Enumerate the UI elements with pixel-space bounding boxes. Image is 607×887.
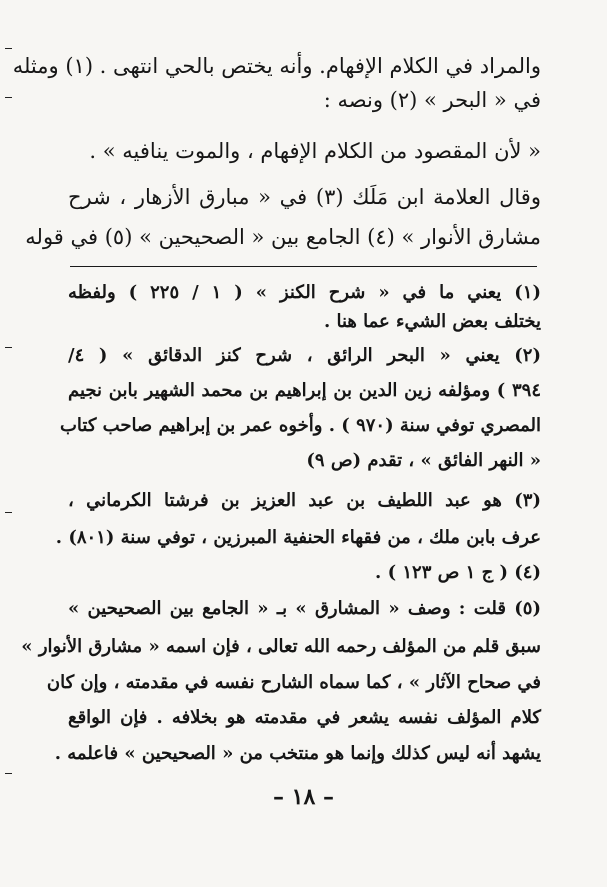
- footnote-line: (٣) هو عبد اللطيف بن عبد العزيز بن فرشتا الكرماني ،: [68, 490, 541, 511]
- footnote-line: « النهر الفائق » ، تقدم (ص ٩): [306, 450, 541, 471]
- body-line: في « البحر » (٢) ونصه :: [323, 88, 541, 112]
- margin-mark: [5, 347, 12, 348]
- footnote-line: ٣٩٤ ) ومؤلفه زين الدين بن إبراهيم بن محمد الشهير بابن نجيم: [68, 380, 541, 401]
- footnote-line: (٤) ( ج ١ ص ١٢٣ ) .: [375, 562, 541, 583]
- footnote-line: (٢) يعني « البحر الرائق ، شرح كنز الدقائق » ( ٤/: [68, 345, 541, 366]
- footnote-line: المصري توفي سنة (٩٧٠ ) . وأخوه عمر بن إبراهيم صاحب كتاب: [59, 415, 541, 436]
- footnote-line: في صحاح الآثار » ، كما سماه الشارح نفسه في مقدمته ، وإن كان: [46, 672, 541, 693]
- footnote-line: كلام المؤلف نفسه يشعر في مقدمته هو بخلافه . فإن الواقع: [68, 707, 541, 728]
- footnote-line: (٥) قلت : وصف « المشارق » بـ « الجامع بين الصحيحين »: [68, 598, 541, 619]
- body-line: وقال العلامة ابن مَلَك (٣) في « مبارق الأزهار ، شرح: [68, 185, 541, 209]
- margin-mark: [5, 97, 12, 98]
- margin-mark: [5, 773, 12, 774]
- quote-line: « لأن المقصود من الكلام الإفهام ، والموت ينافيه » .: [89, 139, 541, 163]
- margin-mark: [5, 512, 12, 513]
- page-number: – ١٨ –: [273, 784, 334, 810]
- body-line: والمراد في الكلام الإفهام. وأنه يختص بالحي انتهى . (١) ومثله: [12, 54, 541, 78]
- footnote-line: يختلف بعض الشيء عما هنا .: [323, 311, 541, 332]
- footnote-line: يشهد أنه ليس كذلك وإنما هو منتخب من « الصحيحين » فاعلمه .: [54, 743, 541, 764]
- footnote-line: عرف بابن ملك ، من فقهاء الحنفية المبرزين ، توفي سنة (٨٠١) .: [55, 527, 541, 548]
- margin-mark: [5, 48, 12, 49]
- footnote-line: (١) يعني ما في « شرح الكنز » ( ١ / ٢٢٥ ) ولفظه: [68, 282, 541, 303]
- footnote-separator: [70, 266, 537, 267]
- footnote-line: سبق قلم من المؤلف رحمه الله تعالى ، فإن اسمه « مشارق الأنوار »: [21, 636, 541, 657]
- body-line: مشارق الأنوار » (٤) الجامع بين « الصحيحين » (٥) في قوله: [25, 225, 541, 249]
